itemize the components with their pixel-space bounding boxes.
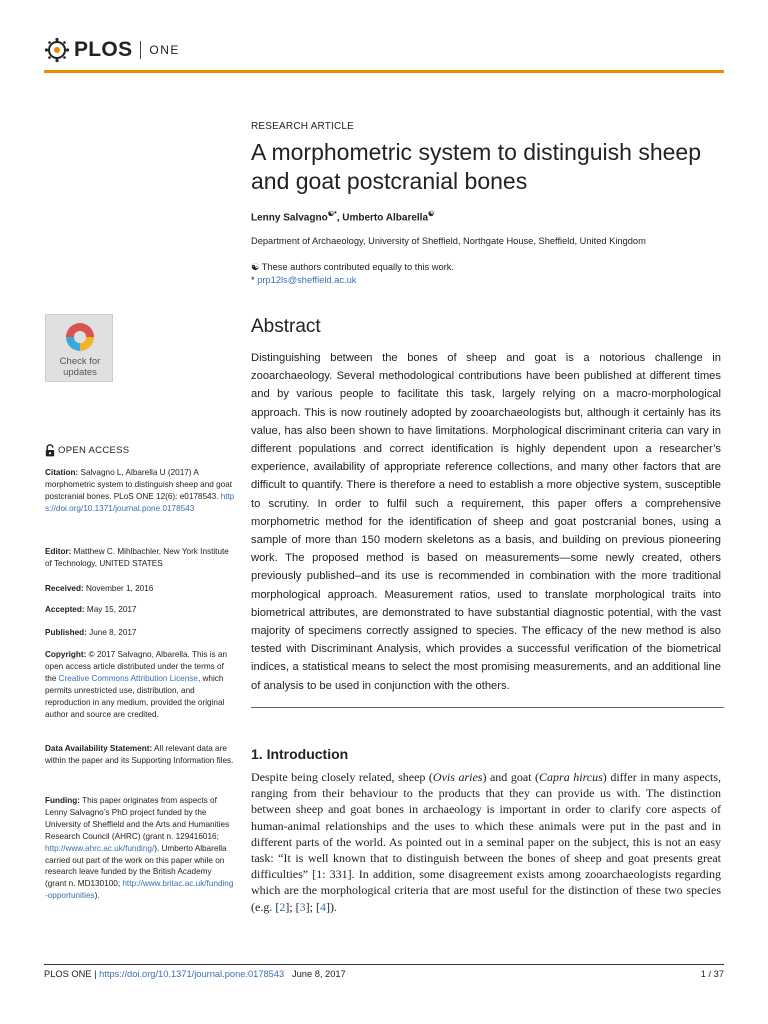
received-text: November 1, 2016	[83, 584, 154, 593]
published-text: June 8, 2017	[86, 628, 137, 637]
funding-text: This paper originates from aspects of Lenny Salvagno’s PhD project funded by the University of Sheffield and the Arts and Humanities Research Council (AHRC) (grant n. 129416016;	[45, 796, 230, 841]
citation-block	[45, 467, 235, 515]
data-availability-label: Data Availability Statement:	[45, 744, 153, 753]
journal-name: ONE	[149, 43, 180, 57]
plos-logo-icon	[44, 37, 70, 63]
equal-contribution-icon: ☯	[251, 262, 260, 272]
britac-funding-link[interactable]: http://www.britac.ac.uk/funding-opportunities	[45, 879, 234, 901]
reference-link[interactable]: 3	[299, 899, 306, 914]
check-line-2: updates	[63, 367, 97, 378]
copyright-text: © 2017 Salvagno, Albarella. This is an open access article distributed under the terms of the	[45, 650, 227, 683]
funding-text: ).	[94, 891, 100, 901]
affiliation: Department of Archaeology, University of Sheffield, Northgate House, Sheffield, United Kingdom	[251, 236, 646, 246]
open-lock-icon	[45, 444, 55, 457]
check-for-updates-badge[interactable]	[45, 314, 113, 382]
footer-rule	[44, 964, 724, 965]
citation-text: Salvagno L, Albarella U (2017) A morphometric system to distinguish sheep and goat postcranial bones. PLoS ONE 12(6): e0178543.	[45, 468, 233, 501]
open-access-text: OPEN ACCESS	[58, 445, 130, 456]
accepted-date	[45, 604, 235, 616]
plos-logo-text: PLOS	[74, 38, 133, 61]
footer-journal: PLOS ONE	[44, 969, 92, 979]
data-availability-text: All relevant data are within the paper and its Supporting Information files.	[45, 744, 234, 765]
ahrc-funding-link[interactable]: http://www.ahrc.ac.uk/funding/	[45, 843, 155, 853]
citation-label: Citation:	[45, 468, 79, 477]
copyright-label: Copyright:	[45, 650, 87, 659]
page-number: 1 / 37	[700, 969, 724, 979]
article-title: A morphometric system to distinguish sheep and goat postcranial bones	[251, 139, 701, 194]
data-availability-block	[45, 743, 235, 767]
intro-text: ) differ in many aspects, ranging from their behaviour to the products that they can provide us with. The distinction between sheep and goat bones in archaeology is important in order to clarify core aspects of human-animal relationships and the uses to which these animals were put in the past and in different parts of the world. As pointed out in a seminal paper on the subject, this is not an easy task: “It is well known that to distinguish between the bones of sheep and goat presents great difficulties” [1: 331]. In addition, some disagreement exists among zooarchaeologists regarding which are the morphological criteria that are most useful for the distinction of these two species (e.g. [	[251, 770, 721, 914]
received-date	[45, 583, 235, 595]
email-link[interactable]: prp12ls@sheffield.ac.uk	[257, 275, 357, 285]
reference-link[interactable]: 4	[319, 899, 326, 914]
equal-contribution-text: These authors contributed equally to this work.	[261, 262, 455, 272]
intro-text: Despite being closely related, sheep (	[251, 770, 433, 784]
open-access-label	[45, 444, 129, 457]
introduction-heading: 1. Introduction	[251, 746, 349, 762]
editor-block	[45, 546, 235, 570]
author-name[interactable]: Umberto Albarella	[342, 212, 429, 224]
reference-link[interactable]: 2	[279, 899, 286, 914]
funding-text: ). Umberto Albarella carried out part of the work on this paper while on research leave funded by the British Academy (grant n. MD130100;	[45, 843, 227, 889]
funding-label: Funding:	[45, 796, 81, 805]
published-label: Published:	[45, 628, 87, 637]
license-link[interactable]: Creative Commons Attribution License	[58, 673, 198, 683]
author-name[interactable]: Lenny Salvagno	[251, 212, 328, 224]
corresponding-email	[251, 275, 356, 285]
copyright-block	[45, 649, 235, 720]
footer-citation	[44, 969, 346, 979]
published-date	[45, 627, 235, 639]
crossmark-icon	[62, 319, 98, 355]
intro-text: ]; [	[305, 899, 320, 914]
footer-date: June 8, 2017	[291, 969, 346, 979]
plos-one-logo	[44, 36, 180, 64]
goat-latin-name: Capra hircus	[539, 770, 603, 784]
citation-doi-link[interactable]: https://doi.org/10.1371/journal.pone.0178543	[45, 491, 235, 513]
author-list: Lenny Salvagno☯*, Umberto Albarella☯	[251, 211, 435, 224]
accepted-label: Accepted:	[45, 605, 85, 614]
funding-block	[45, 795, 235, 902]
author-marks: ☯*	[327, 211, 337, 218]
sheep-latin-name: Ovis aries	[432, 770, 483, 784]
intro-text: ]).	[325, 899, 337, 914]
intro-text: ) and goat (	[482, 770, 540, 784]
header-rule	[44, 70, 724, 73]
footer-doi-link[interactable]: https://doi.org/10.1371/journal.pone.0178543	[99, 969, 285, 979]
check-for-updates-label	[46, 356, 114, 378]
editor-label: Editor:	[45, 547, 72, 556]
editor-text: Matthew C. Mihlbachler, New York Institute of Technology, UNITED STATES	[45, 547, 229, 568]
author-marks: ☯	[428, 211, 435, 218]
intro-text: ]; [	[285, 899, 300, 914]
section-divider	[251, 707, 724, 708]
article-type-label: RESEARCH ARTICLE	[251, 121, 355, 132]
footer-separator: |	[91, 969, 100, 979]
copyright-text: , which permits unrestricted use, distribution, and reproduction in any medium, provided the original author and source are credited.	[45, 673, 225, 719]
abstract-text: Distinguishing between the bones of sheep and goat is a notorious challenge in zooarchaeology. Several methodological contributions have been published at different times and by various people to facilitate this task, largely relying on a macro-morphological approach. This is now routinely adopted by zooarchaeologists but, although it certainly has its value, has also been shown to have limitations. Morphological discriminant criteria can vary in different populations and correct identification is highly dependent upon a researcher’s experience, availability of appropriate reference collections, and many other factors that are difficult to quantify. There is therefore a need to establish a more objective system, susceptible to scrutiny. In order to fulfil such a requirement, this paper offers a comprehensive morphometric method for the identification of sheep and goat postcranial bones, using a sample of more than 150 modern skeletons as a basis, and building on previous pioneering work. The proposed method is based on measurements—some newly created, others previously published–and its use is recommended in combination with the more traditional morphological approach. Measurement ratios, used to translate morphological traits into biometrical attributes, are demonstrated to have substantial diagnostic potential, with the vast majority of specimens correctly assigned to species. The efficacy of the new method is also tested with Discriminant Analysis, which provides a successful verification of the biometrical indices, a statistical means to select the most promising measurements, and an additional line of analysis to be used in conjunction with the others.	[251, 352, 721, 692]
accepted-text: May 15, 2017	[84, 605, 137, 614]
logo-divider	[140, 41, 141, 59]
received-label: Received:	[45, 584, 84, 593]
abstract-heading: Abstract	[251, 316, 321, 337]
introduction-paragraph	[251, 769, 721, 915]
email-mark: *	[251, 275, 255, 285]
check-line-1: Check for	[59, 356, 101, 367]
equal-contribution-note	[251, 262, 454, 273]
